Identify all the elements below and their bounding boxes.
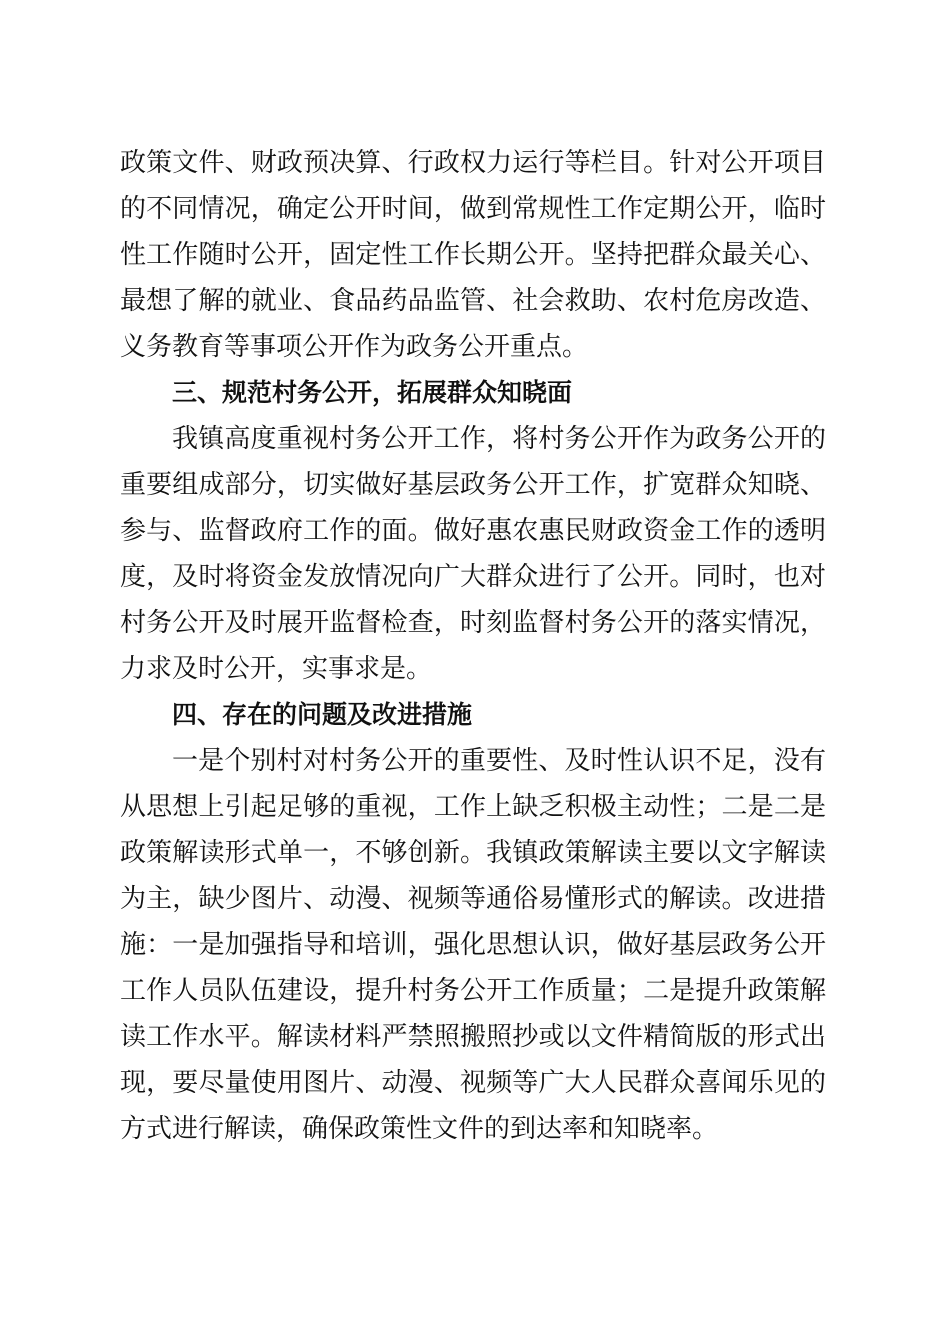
text-line: 为主，缺少图片、动漫、视频等通俗易懂形式的解读。改进措 — [120, 884, 826, 914]
text-line: 性工作随时公开，固定性工作长期公开。坚持把群众最关心、 — [120, 240, 826, 270]
text-line: 工作人员队伍建设，提升村务公开工作质量；二是提升政策解 — [120, 976, 826, 1006]
text-line: 村务公开及时展开监督检查，时刻监督村务公开的落实情况， — [120, 608, 826, 638]
text-line: 重要组成部分，切实做好基层政务公开工作，扩宽群众知晓、 — [120, 470, 826, 500]
text-line: 现，要尽量使用图片、动漫、视频等广大人民群众喜闻乐见的 — [120, 1068, 826, 1098]
text-line: 施：一是加强指导和培训，强化思想认识，做好基层政务公开 — [120, 930, 826, 960]
text-line: 的不同情况，确定公开时间，做到常规性工作定期公开，临时 — [120, 194, 826, 224]
text-line: 政策解读形式单一，不够创新。我镇政策解读主要以文字解读 — [120, 838, 826, 868]
section-heading-3: 三、规范村务公开，拓展群众知晓面 — [172, 378, 573, 407]
text-line: 一是个别村对村务公开的重要性、及时性认识不足，没有 — [172, 746, 826, 776]
text-line: 力求及时公开，实事求是。 — [120, 654, 433, 684]
text-line: 度，及时将资金发放情况向广大群众进行了公开。同时，也对 — [120, 562, 826, 592]
text-line: 方式进行解读，确保政策性文件的到达率和知晓率。 — [120, 1114, 719, 1144]
text-line: 读工作水平。解读材料严禁照搬照抄或以文件精简版的形式出 — [120, 1022, 826, 1052]
paragraph-2 — [120, 416, 826, 692]
paragraph-1 — [120, 140, 826, 370]
text-line: 最想了解的就业、食品药品监管、社会救助、农村危房改造、 — [120, 286, 826, 316]
section-heading-4: 四、存在的问题及改进措施 — [172, 700, 473, 729]
text-line: 义务教育等事项公开作为政务公开重点。 — [120, 332, 589, 362]
text-line: 我镇高度重视村务公开工作，将村务公开作为政务公开的 — [172, 424, 826, 454]
text-line: 参与、监督政府工作的面。做好惠农惠民财政资金工作的透明 — [120, 516, 826, 546]
paragraph-3 — [120, 738, 826, 1152]
document-page — [120, 140, 826, 1152]
text-line: 政策文件、财政预决算、行政权力运行等栏目。针对公开项目 — [120, 148, 826, 178]
text-line: 从思想上引起足够的重视，工作上缺乏积极主动性；二是二是 — [120, 792, 826, 822]
